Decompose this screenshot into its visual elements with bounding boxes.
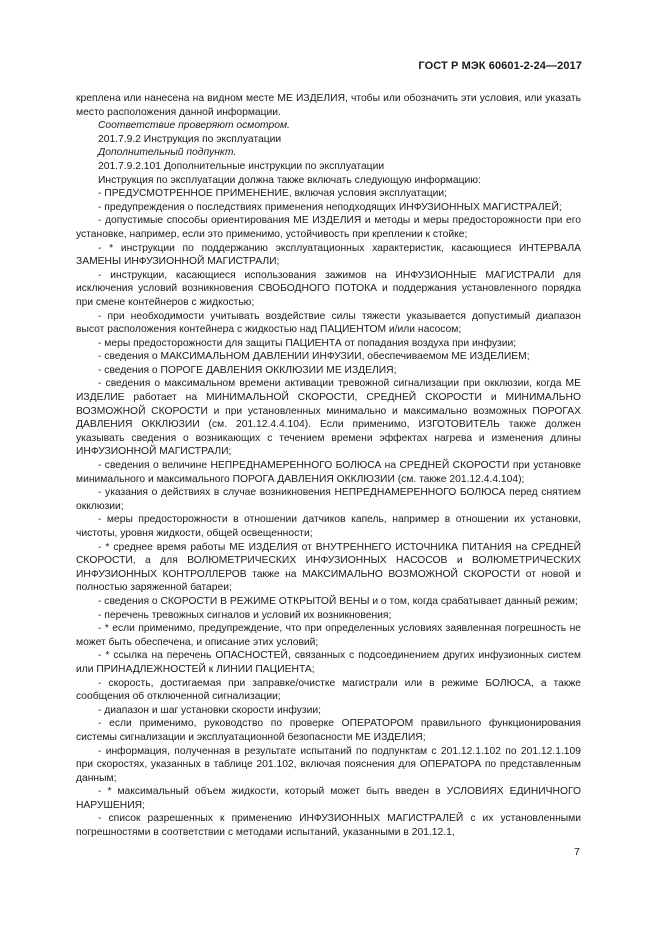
paragraph: - предупреждения о последствиях применения неподходящих ИНФУЗИОННЫХ МАГИСТРАЛЕЙ; [98, 201, 562, 213]
paragraph: - * если применимо, предупреждение, что при определенных условиях заявленная погрешность не может быть обеспечена, и описание этих условий; [76, 623, 581, 648]
paragraph: - * ссылка на перечень ОПАСНОСТЕЙ, связанных с подсоединением других инфузионных систем или ПРИНАДЛЕЖНОСТЕЙ к ЛИНИИ ПАЦИЕНТА; [76, 650, 581, 675]
paragraph: - сведения о МАКСИМАЛЬНОМ ДАВЛЕНИИ ИНФУЗИИ, обеспечиваемом МЕ ИЗДЕЛИЕМ; [98, 351, 530, 363]
page-header-standard-number: ГОСТ Р МЭК 60601-2-24—2017 [418, 60, 582, 72]
paragraph: Инструкция по эксплуатации должна также включать следующую информацию: [98, 174, 481, 186]
paragraph: - перечень тревожных сигналов и условий их возникновения; [98, 609, 392, 621]
paragraph: - * максимальный объем жидкости, который может быть введен в УСЛОВИЯХ ЕДИНИЧНОГО НАРУШЕНИЯ; [76, 786, 581, 811]
body-text [76, 92, 581, 840]
paragraph: - сведения о величине НЕПРЕДНАМЕРЕННОГО БОЛЮСА на СРЕДНЕЙ СКОРОСТИ при установке минимального и максимального ПОРОГА ДАВЛЕНИЯ ОККЛЮЗИИ (см. также 201.12.4.4.104); [76, 460, 581, 485]
paragraph: - ПРЕДУСМОТРЕННОЕ ПРИМЕНЕНИЕ, включая условия эксплуатации; [98, 188, 447, 200]
paragraph: - если применимо, руководство по проверке ОПЕРАТОРОМ правильного функционирования системы сигнализации и эксплуатационной безопасности МЕ ИЗДЕЛИЯ; [76, 718, 581, 743]
paragraph: - указания о действиях в случае возникновения НЕПРЕДНАМЕРЕННОГО БОЛЮСА перед снятием окклюзии; [76, 487, 581, 512]
paragraph: - скорость, достигаемая при заправке/очистке магистрали или в режиме БОЛЮСА, а также сообщения об отключенной сигнализации; [76, 677, 581, 703]
paragraph: креплена или нанесена на видном месте МЕ ИЗДЕЛИЯ, чтобы или обозначить эти условия, или указать место расположения данной информации. [76, 93, 581, 118]
paragraph: - допустимые способы ориентирования МЕ ИЗДЕЛИЯ и методы и меры предосторожности при его установке, например, если это применимо, устойчивость при креплении к стойке; [76, 215, 581, 240]
page-number: 7 [574, 846, 580, 858]
paragraph: - инструкции, касающиеся использования зажимов на ИНФУЗИОННЫЕ МАГИСТРАЛИ для исключения условий возникновения СВОБОДНОГО ПОТОКА и поддержания установленного порядка при смене контейнеров с жидкостью; [76, 269, 581, 308]
paragraph: 201.7.9.2.101 Дополнительные инструкции по эксплуатации [98, 160, 385, 172]
paragraph: - диапазон и шаг установки скорости инфузии; [98, 704, 322, 716]
paragraph: Дополнительный подпункт. [98, 147, 237, 159]
paragraph: - меры предосторожности в отношении датчиков капель, например в отношении их установки, чистоты, уровня жидкости, общей освещенности; [76, 514, 581, 539]
paragraph: - при необходимости учитывать воздействие силы тяжести указывается допустимый диапазон высот расположения контейнера с жидкостью над ПАЦИЕНТОМ и/или насосом; [76, 310, 581, 336]
paragraph: - * среднее время работы МЕ ИЗДЕЛИЯ от ВНУТРЕННЕГО ИСТОЧНИКА ПИТАНИЯ на СРЕДНЕЙ СКОРОСТИ, а для ВОЛЮМЕТРИЧЕСКИХ ИНФУЗИОННЫХ НАСОСОВ и ВОЛЮМЕТРИЧЕСКИХ ИНФУЗИОННЫХ КОНТРОЛЛЕРОВ также на МАКСИМАЛЬНО ВОЗМОЖНОЙ СКОРОСТИ от новой и полностью заряженной батареи; [76, 541, 581, 594]
paragraph: Соответствие проверяют осмотром. [98, 120, 290, 132]
paragraph: - * инструкции по поддержанию эксплуатационных характеристик, касающиеся ИНТЕРВАЛА ЗАМЕНЫ ИНФУЗИОННОЙ МАГИСТРАЛИ; [76, 242, 581, 268]
paragraph: - меры предосторожности для защиты ПАЦИЕНТА от попадания воздуха при инфузии; [98, 337, 517, 349]
paragraph: 201.7.9.2 Инструкция по эксплуатации [98, 133, 282, 145]
paragraph: - сведения о СКОРОСТИ В РЕЖИМЕ ОТКРЫТОЙ ВЕНЫ и о том, когда срабатывает данный режим; [98, 595, 578, 607]
paragraph: - сведения о ПОРОГЕ ДАВЛЕНИЯ ОККЛЮЗИИ МЕ ИЗДЕЛИЯ; [98, 364, 397, 376]
paragraph: - сведения о максимальном времени активации тревожной сигнализации при окклюзии, когда МЕ ИЗДЕЛИЕ работает на МИНИМАЛЬНОЙ СКОРОСТИ, СРЕДНЕЙ СКОРОСТИ и МИНИМАЛЬНО ВОЗМОЖНОЙ СКОРОСТИ и при установленных минимально и максимально возможных ПОРОГАХ ДАВЛЕНИЯ ОККЛЮЗИИ (см. 201.12.4.4.104). Если применимо, ИЗГОТОВИТЕЛЬ также должен указывать сведения о возникающих с течением времени эффектах нагрева и изменения длины ИНФУЗИОННОЙ МАГИСТРАЛИ; [76, 378, 581, 458]
paragraph: - список разрешенных к применению ИНФУЗИОННЫХ МАГИСТРАЛЕЙ с их установленными погрешностями в соответствии с методами испытаний, указанными в 201.12.1, [76, 813, 581, 839]
paragraph: - информация, полученная в результате испытаний по подпунктам с 201.12.1.102 по 201.12.1.109 при скоростях, указанных в таблице 201.102, включая пояснения для ОПЕРАТОРА по представленным данным; [76, 745, 581, 784]
